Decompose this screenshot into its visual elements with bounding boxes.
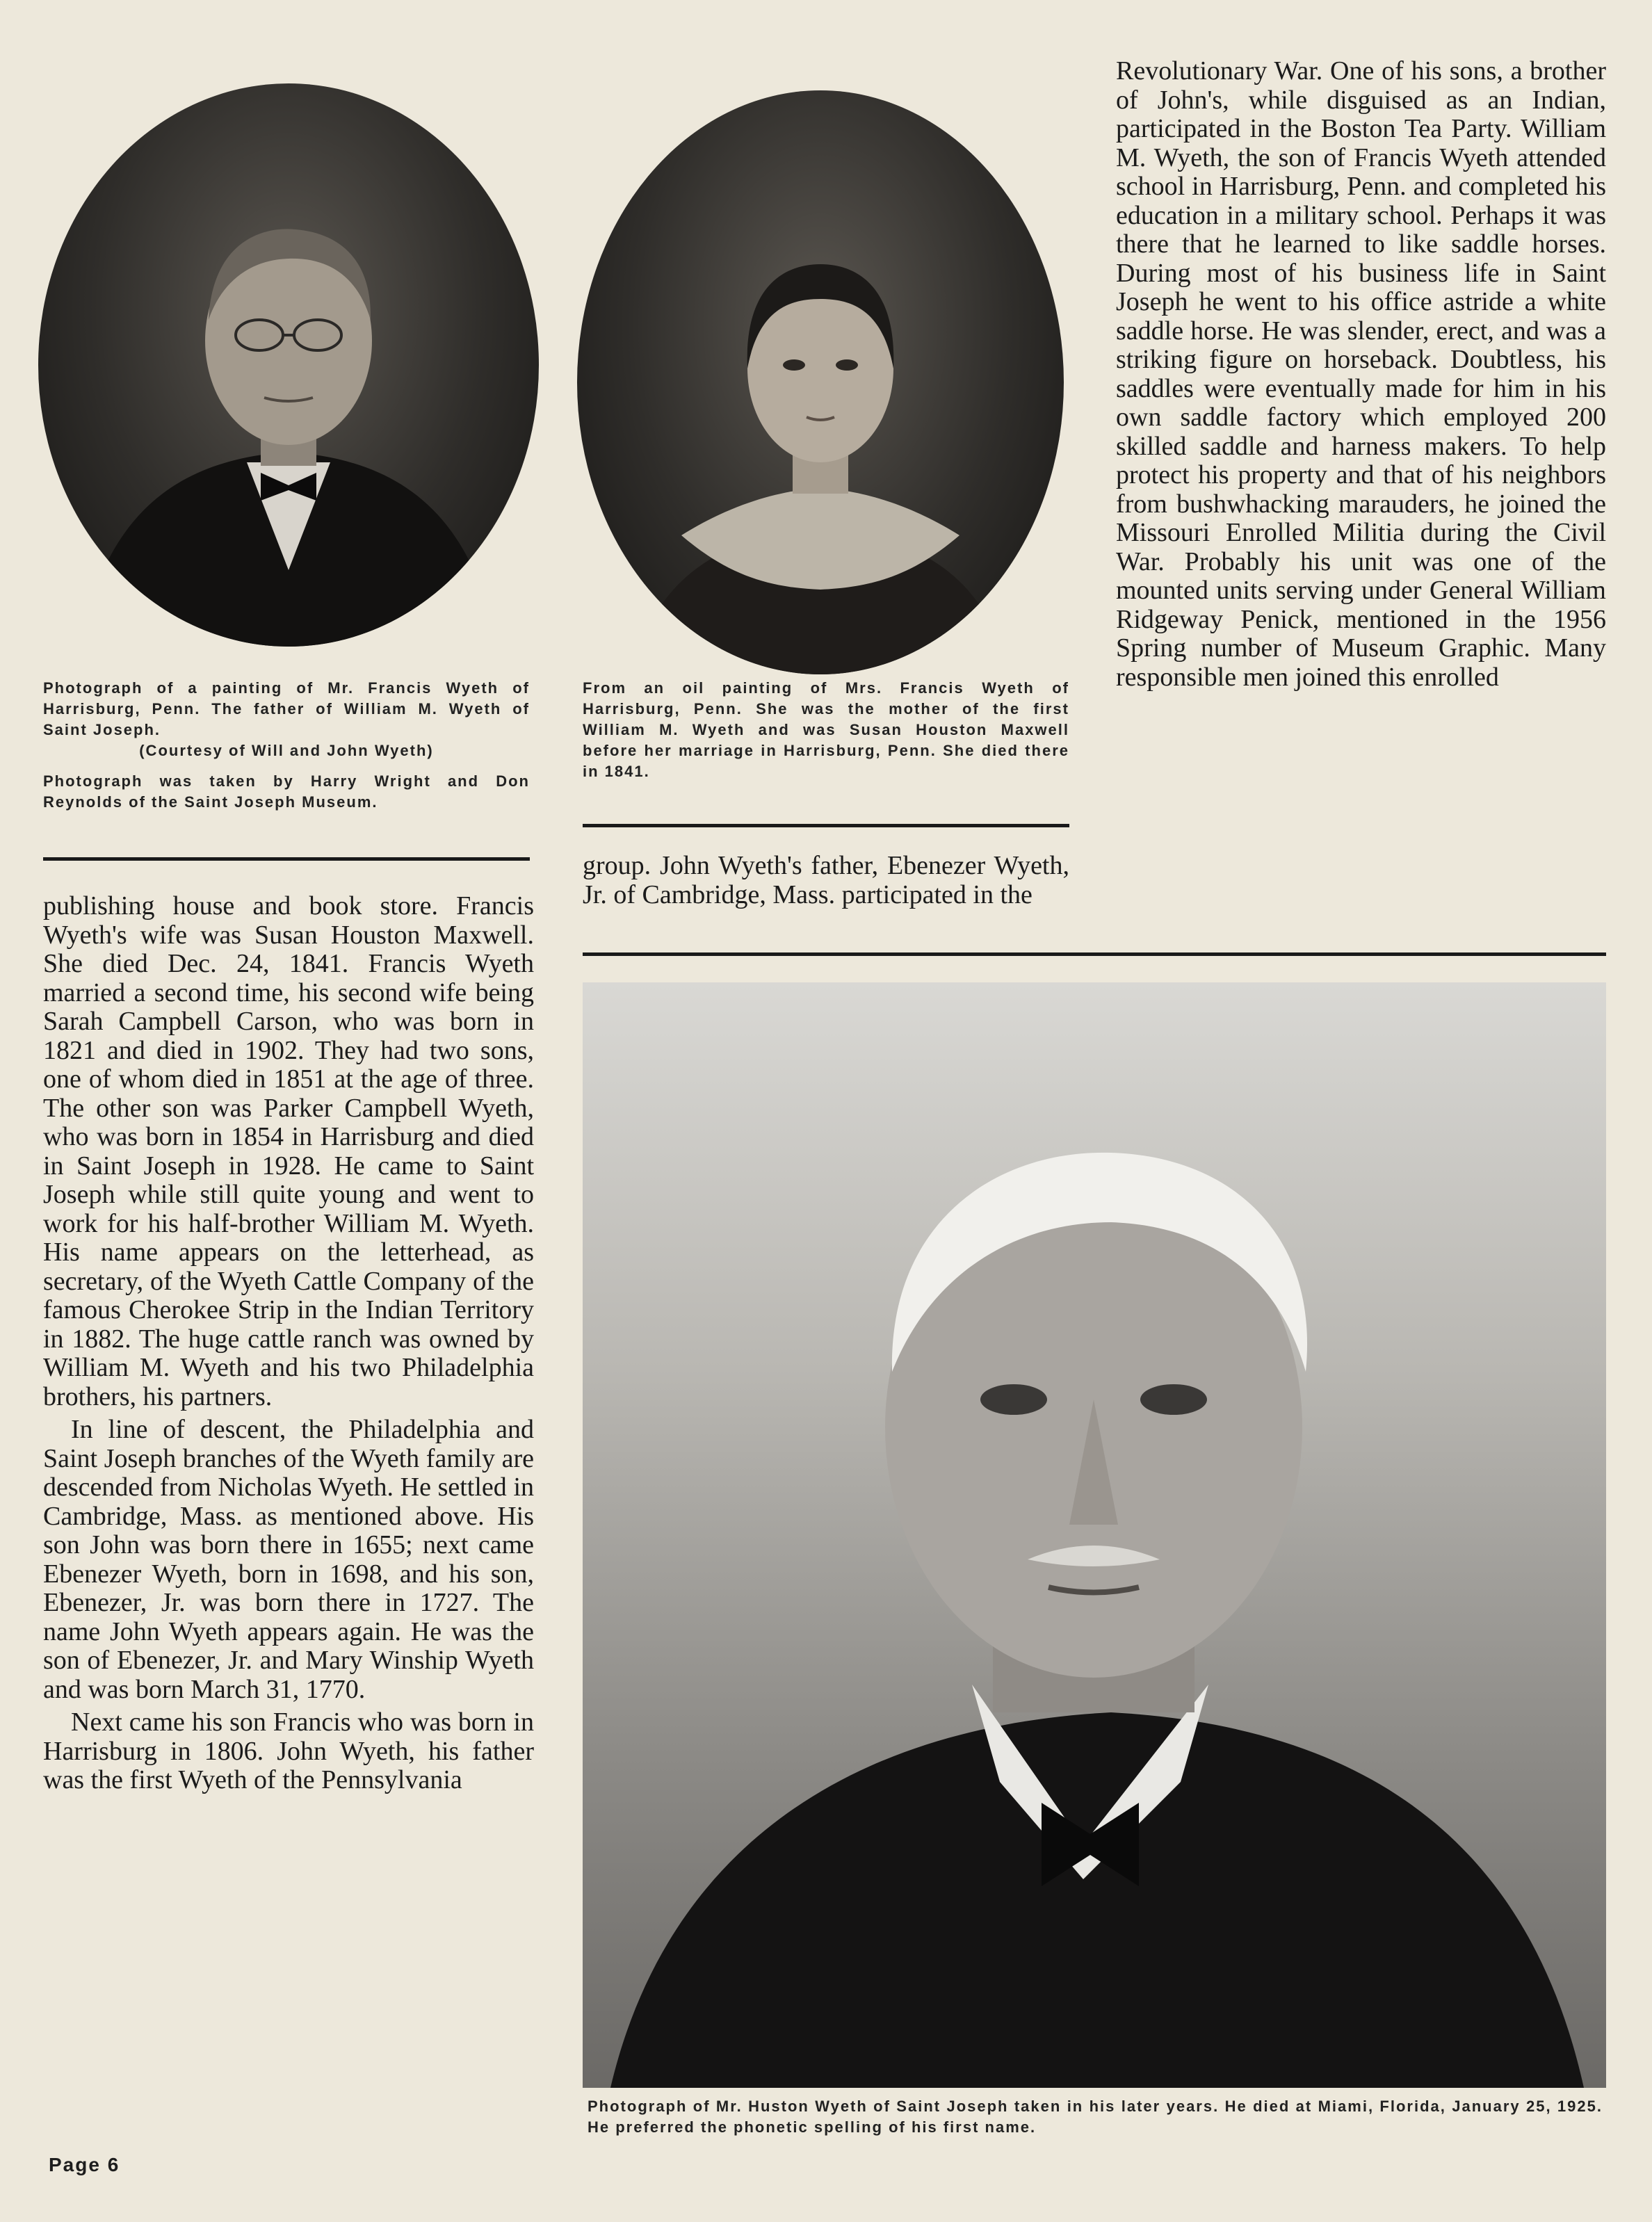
rule-above-large-photo — [583, 952, 1606, 956]
article-paragraph: Revolutionary War. One of his sons, a brother of John's, while disguised as an Indian, participated in the Boston Tea Party. William M. Wyeth, the son of Francis Wyeth attended school in Harrisburg, Penn. and completed his education in a military school. Perhaps it was there that he learned to like saddle horses. During most of his business life in Saint Joseph he went to his office astride a white saddle horse. He was slender, erect, and was a striking figure on horseback. Doubtless, his saddles were eventually made for him in his own saddle factory which employed 200 skilled saddle and harness makers. To help protect his property and that of his neighbors from bushwhacking marauders, he joined the Missouri Enrolled Militia during the Civil War. Probably his unit was one of the mounted units serving under General William Ridgeway Penick, mentioned in the 1956 Spring number of Museum Graphic. Many responsible men joined this enrolled — [1116, 56, 1606, 692]
large-photo-caption: Photograph of Mr. Huston Wyeth of Saint Joseph taken in his later years. He died at Miami, Florida, January 25, 1925. He preferred the phonetic spelling of his first name. — [588, 2098, 1603, 2136]
article-paragraph: Next came his son Francis who was born in Harrisburg in 1806. John Wyeth, his father was the first Wyeth of the Pennsylvania — [43, 1708, 534, 1794]
portrait-left-caption: Photograph of a painting of Mr. Francis Wyeth of Harrisburg, Penn. The father of William M. Wyeth of Saint Joseph. — [43, 679, 530, 738]
portrait-francis-wyeth — [38, 83, 539, 647]
portrait-left-courtesy: (Courtesy of Will and John Wyeth) — [139, 742, 434, 759]
portrait-center-caption: From an oil painting of Mrs. Francis Wyeth of Harrisburg, Penn. She was the mother of the first William M. Wyeth and was Susan Houston Maxwell before her marriage in Harrisburg, Penn. She died there in 1841. — [583, 679, 1069, 780]
article-paragraph: group. John Wyeth's father, Ebenezer Wyeth, Jr. of Cambridge, Mass. participated in the — [583, 851, 1069, 909]
article-column-center — [583, 852, 1069, 942]
portrait-left-caption-block — [43, 678, 530, 813]
article-column-left — [43, 892, 534, 2143]
photo-huston-wyeth — [583, 982, 1606, 2088]
portrait-susan-wyeth-figure — [577, 90, 1064, 674]
photo-huston-wyeth-figure — [583, 982, 1606, 2088]
article-paragraph: In line of descent, the Philadelphia and Saint Joseph branches of the Wyeth family are descended from Nicholas Wyeth. He settled in Cambridge, Mass. as mentioned above. His son John was born there in 1655; next came Ebenezer Wyeth, born in 1698, and his son, Ebenezer, Jr. was born there in 1727. The name John Wyeth appears again. He was the son of Ebenezer, Jr. and Mary Winship Wyeth and was born March 31, 1770. — [43, 1415, 534, 1704]
rule-left-top — [43, 857, 530, 861]
article-column-right — [1116, 57, 1606, 940]
page-number: Page 6 — [49, 2154, 120, 2175]
rule-center-top — [583, 824, 1069, 827]
portrait-left-credit: Photograph was taken by Harry Wright and Don Reynolds of the Saint Joseph Museum. — [43, 772, 530, 811]
portrait-francis-wyeth-figure — [38, 83, 539, 647]
portrait-susan-houston-maxwell — [577, 90, 1064, 674]
article-paragraph: publishing house and book store. Francis Wyeth's wife was Susan Houston Maxwell. She died Dec. 24, 1841. Francis Wyeth married a second time, his second wife being Sarah Campbell Carson, who was born in 1821 and died in 1902. They had two sons, one of whom died in 1851 at the age of three. The other son was Parker Campbell Wyeth, who was born in 1854 in Harrisburg and died in Saint Joseph in 1928. He came to Saint Joseph while still quite young and went to work for his half-brother William M. Wyeth. His name appears on the letterhead, as secretary, of the Wyeth Cattle Company of the famous Cherokee Strip in the Indian Territory in 1882. The huge cattle ranch was owned by William M. Wyeth and his two Philadelphia brothers, his partners. — [43, 891, 534, 1411]
